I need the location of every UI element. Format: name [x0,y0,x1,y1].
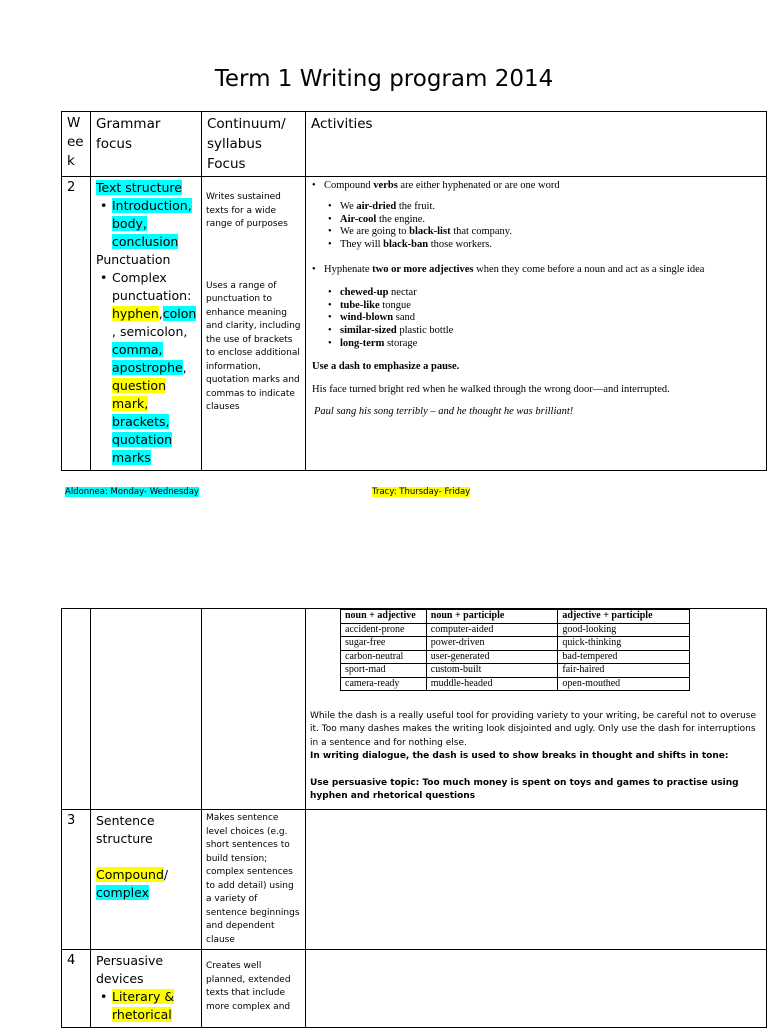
list-item: • chewed-up nectar [340,287,760,300]
dash-usage-note: While the dash is a really useful tool for providing variety to your writing, be careful not to overuse it. Too many dashes makes the writing look disjointed and ugly. Only use the dash for interruptions in a sentence and for nothing else. [310,711,756,748]
list-item: • We air-dried the fruit. [340,201,760,214]
week-number: 2 [62,177,91,471]
header-activities: Activities [306,112,767,177]
list-item: • long-term storage [340,338,760,351]
page-title: Term 1 Writing program 2014 [214,66,554,92]
list-item: • Complex punctuation: hyphen,colon , semicolon, comma, apostrophe, question mark, brackets, quotation marks [112,269,196,467]
table-row: carbon-neutral user-generated bad-tempered [341,650,690,664]
continuum-text-1: Writes sustained texts for a wide range of purposes [206,192,288,229]
sentence-structure-label: Sentence structure [96,813,155,846]
table-header-row: noun + adjective noun + participle adjective + participle [341,610,690,624]
empty-week-cell [62,609,91,810]
activities-cell [306,810,767,950]
activities-cell-continued [306,609,767,810]
program-table-week-2 [61,111,767,471]
continuum-cell: Creates well planned, extended texts that include more complex and [202,950,306,1028]
dash-example-2: Paul sang his song terribly – and he thought he was brilliant! [314,406,574,418]
week-number: 4 [62,950,91,1028]
header-grammar: Grammar focus [91,112,202,177]
list-item: • We are going to black-list that company. [340,226,760,239]
dialogue-note: In writing dialogue, the dash is used to show breaks in thought and shifts in tone: [310,750,729,761]
table-row: sport-mad custom-built fair-haired [341,664,690,678]
list-item: • They will black-ban those workers. [340,239,760,252]
continuum-text-2: Uses a range of punctuation to enhance meaning and clarity, including the use of brackets to enclose additional information, quotation marks and commas to indicate clauses [206,280,301,412]
teacher-note-right: Tracy: Thursday- Friday [372,487,471,497]
list-item: • Air-cool the engine. [340,214,760,227]
adjective-examples-list [312,287,760,351]
verb-examples-list [312,201,760,252]
table-row: accident-prone computer-aided good-looking [341,623,690,637]
persuasive-topic-note: Use persuasive topic: Too much money is spent on toys and games to practise using hyphen and rhetorical questions [310,778,739,802]
week-number: 3 [62,810,91,950]
persuasive-devices-label: Persuasive devices [96,953,164,986]
compound-complex-label: Compound/ complex [96,867,169,900]
table-row: sugar-free power-driven quick-thinking [341,637,690,651]
empty-continuum-cell [202,609,306,810]
activities-cell [306,950,767,1028]
continuum-cell [202,177,306,471]
grammar-focus-cell [91,950,202,1028]
header-continuum: Continuum/ syllabus Focus [202,112,306,177]
table-row-continued [62,609,767,810]
table-row-week-3 [62,810,767,950]
text-structure-label: Text structure [96,180,182,195]
list-item: • Literary & rhetorical [112,988,196,1024]
table-row-week-2 [62,177,767,471]
header-week: W ee k [62,112,91,177]
compound-verbs-rule: • Compound verbs are either hyphenated or are one word [312,180,760,193]
list-item: • Introduction, body, conclusion [112,197,196,251]
list-item: • wind-blown sand [340,312,760,325]
hyphenate-adjectives-rule: • Hyphenate two or more adjectives when they come before a noun and act as a single idea [312,264,760,277]
compound-adjectives-table [340,609,690,691]
teacher-note-left: Aldonnea: Monday- Wednesday [65,487,199,497]
list-item: • similar-sized plastic bottle [340,325,760,338]
dash-rule: Use a dash to emphasize a pause. [312,360,460,372]
grammar-focus-cell [91,810,202,950]
dash-example-1: His face turned bright red when he walked through the wrong door—and interrupted. [312,383,670,395]
table-row: camera-ready muddle-headed open-mouthed [341,677,690,691]
empty-grammar-cell [91,609,202,810]
activities-cell [306,177,767,471]
list-item: • tube-like tongue [340,300,760,313]
continuum-cell: Makes sentence level choices (e.g. short sentences to build tension; complex sentences to add detail) using a variety of sentence beginnings and dependent clause [202,810,306,950]
table-row-week-4 [62,950,767,1028]
punctuation-label: Punctuation [96,252,171,267]
program-table-continued [61,608,767,1028]
grammar-focus-cell [91,177,202,471]
header-row [62,112,767,177]
